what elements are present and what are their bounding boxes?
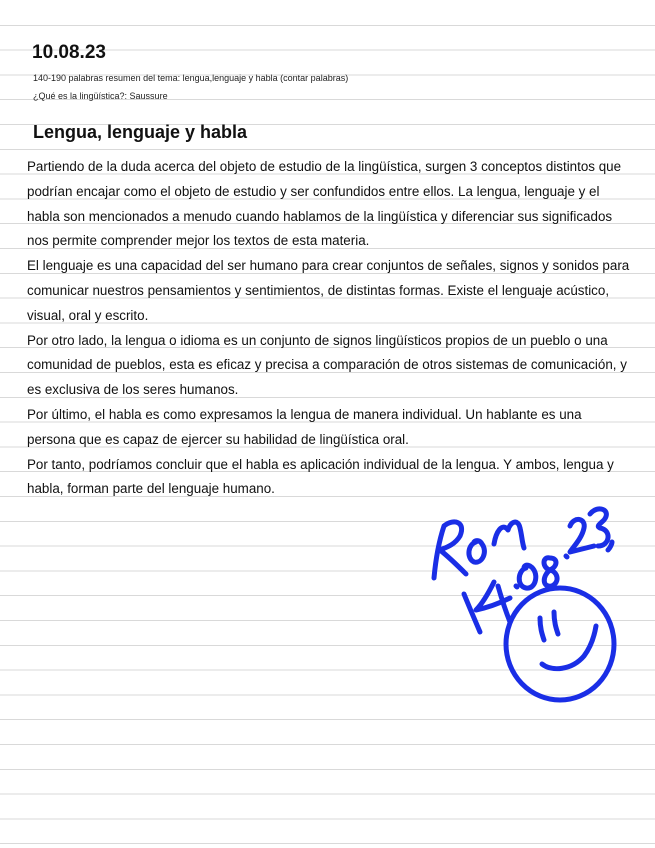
essay-paragraph: El lenguaje es una capacidad del ser humano para crear conjuntos de señales, signos y sonidos para comunicar nuestros pensamientos y sentimientos, de distintas formas. Existe el lenguaje acústico, visual, oral y escrito.	[27, 258, 630, 323]
handwritten-initials	[434, 522, 524, 578]
essay-body	[27, 155, 632, 502]
essay-paragraph: Partiendo de la duda acerca del objeto de estudio de la lingüística, surgen 3 conceptos distintos que podrían encajar como el objeto de estudio y ser confundidos entre ellos. La lengua, lenguaje y el habla son mencionados a menudo cuando hablamos de la lingüística y diferenciar sus significados nos permite comprender mejor los textos de esta materia.	[27, 159, 622, 249]
question-note: ¿Qué es la lingüística?: Saussure	[33, 91, 168, 101]
essay-title: Lengua, lenguaje y habla	[33, 122, 248, 142]
handwritten-date	[464, 509, 612, 632]
teacher-handwritten-mark	[418, 486, 628, 711]
date-heading: 10.08.23	[32, 42, 106, 63]
essay-paragraph: Por tanto, podríamos concluir que el habla es aplicación individual de la lengua. Y ambos, lengua y habla, forman parte del lenguaje humano.	[27, 456, 614, 497]
essay-paragraph: Por otro lado, la lengua o idioma es un conjunto de signos lingüísticos propios de un pueblo o una comunidad de pueblos, esta es eficaz y precisa a comparación de otros sistemas de comunicación, y es exclusiva de los seres humanos.	[27, 332, 627, 398]
assignment-note: 140-190 palabras resumen del tema: lengua,lenguaje y habla (contar palabras)	[33, 73, 349, 83]
smiley-face-icon	[506, 588, 614, 700]
essay-paragraph: Por último, el habla es como expresamos la lengua de manera individual. Un hablante es una persona que es capaz de ejercer su habilidad de lingüística oral.	[27, 406, 582, 447]
